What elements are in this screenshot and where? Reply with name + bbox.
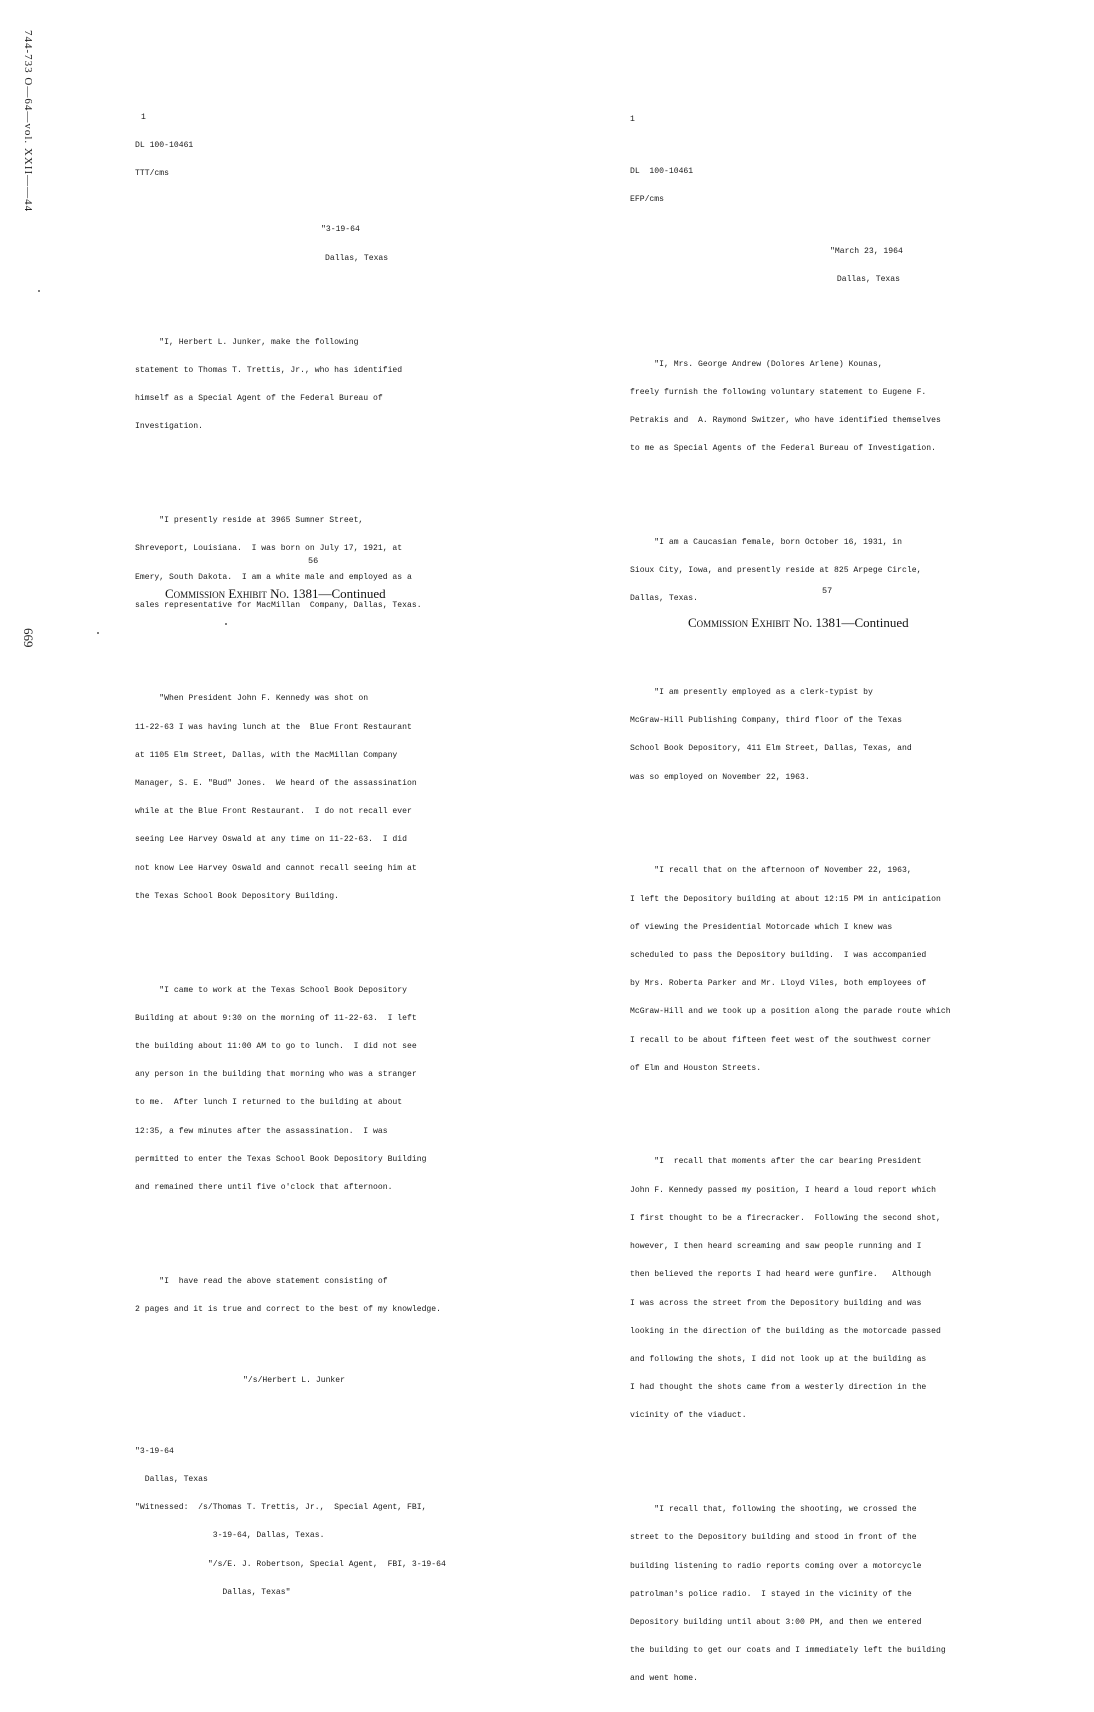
text-line: Dallas, Texas" (135, 1587, 291, 1597)
text-line: patrolman's police radio. I stayed in the vicinity of the (630, 1589, 912, 1599)
text-line: Dallas, Texas. (630, 594, 698, 604)
text-line: "Witnessed: /s/Thomas T. Trettis, Jr., Special Agent, FBI, (135, 1503, 427, 1513)
text-line: John F. Kennedy passed my position, I heard a loud report which (630, 1185, 936, 1195)
left-header-initials: TTT/cms (135, 169, 169, 179)
text-line: 11-22-63 I was having lunch at the Blue Front Restaurant (135, 722, 412, 732)
text-line: at 1105 Elm Street, Dallas, with the MacMillan Company (135, 750, 398, 760)
text-line: "I recall that moments after the car bearing President (630, 1157, 922, 1167)
right-paragraph-6 (630, 1486, 1020, 1702)
left-closing (135, 1428, 505, 1616)
text-line: Shreveport, Louisiana. I was born on July 17, 1921, at (135, 544, 403, 554)
text-line: McGraw-Hill and we took up a position along the parade route which (630, 1007, 951, 1017)
text-line: Sioux City, Iowa, and presently reside at 825 Arpege Circle, (630, 566, 922, 576)
left-paragraph-4 (135, 967, 505, 1212)
text-line: "I have read the above statement consisting of (135, 1276, 388, 1286)
left-paragraph-1 (135, 319, 505, 451)
left-page-number: 56 (308, 556, 319, 566)
text-line: I had thought the shots came from a westerly direction in the (630, 1383, 927, 1393)
text-line: sales representative for MacMillan Company, Dallas, Texas. (135, 600, 422, 610)
scan-speck (97, 632, 99, 634)
right-date: "March 23, 1964 (830, 247, 903, 257)
text-line: "When President John F. Kennedy was shot on (135, 694, 369, 704)
text-line: 12:35, a few minutes after the assassination. I was (135, 1126, 388, 1136)
text-line: and remained there until five o'clock that afternoon. (135, 1183, 393, 1193)
text-line: "I recall that on the afternoon of November 22, 1963, (630, 866, 912, 876)
text-line: himself as a Special Agent of the Federal Bureau of (135, 394, 383, 404)
right-paragraph-5 (630, 1139, 1020, 1440)
text-line: while at the Blue Front Restaurant. I do not recall ever (135, 807, 412, 817)
text-line: by Mrs. Roberta Parker and Mr. Lloyd Viles, both employees of (630, 979, 927, 989)
right-page-number: 57 (822, 586, 833, 596)
text-line: "I am presently employed as a clerk-typist by (630, 687, 873, 697)
text-line: Dallas, Texas (135, 1474, 208, 1484)
right-paragraph-3 (630, 669, 1020, 801)
text-line: 3-19-64, Dallas, Texas. (135, 1531, 325, 1541)
text-line: scheduled to pass the Depository building. I was accompanied (630, 950, 927, 960)
left-paragraph-5 (135, 1258, 505, 1333)
text-line: Manager, S. E. "Bud" Jones. We heard of the assassination (135, 779, 417, 789)
text-line: not know Lee Harvey Oswald and cannot recall seeing him at (135, 863, 417, 873)
right-place: Dallas, Texas (832, 275, 900, 285)
text-line: McGraw-Hill Publishing Company, third floor of the Texas (630, 716, 902, 726)
text-line: to me. After lunch I returned to the building at about (135, 1098, 403, 1108)
text-line: Investigation. (135, 422, 203, 432)
left-paragraph-3 (135, 676, 505, 921)
text-line: of Elm and Houston Streets. (630, 1063, 762, 1073)
right-caption (688, 615, 909, 631)
text-line: vicinity of the viaduct. (630, 1411, 747, 1421)
text-line: Building at about 9:30 on the morning of 11-22-63. I left (135, 1013, 417, 1023)
text-line: the Texas School Book Depository Building. (135, 891, 339, 901)
text-line: I recall to be about fifteen feet west of the southwest corner (630, 1035, 932, 1045)
text-line: then believed the reports I had heard were gunfire. Although (630, 1270, 932, 1280)
left-paragraph-2 (135, 497, 505, 629)
volume-page-number: 669 (21, 628, 36, 648)
left-signature: "/s/Herbert L. Junker (243, 1375, 345, 1385)
scan-speck (225, 623, 227, 625)
text-line: was so employed on November 22, 1963. (630, 772, 810, 782)
text-line: Petrakis and A. Raymond Switzer, who have identified themselves (630, 416, 941, 425)
text-line: freely furnish the following voluntary statement to Eugene F. (630, 387, 927, 397)
text-line: Emery, South Dakota. I am a white male and employed as a (135, 572, 412, 582)
text-line: looking in the direction of the building as the motorcade passed (630, 1326, 941, 1336)
text-line: "I came to work at the Texas School Book Depository (135, 985, 407, 995)
text-line: to me as Special Agents of the Federal Bureau of Investigation. (630, 444, 936, 454)
text-line: "I, Mrs. George Andrew (Dolores Arlene) Kounas, (630, 359, 883, 369)
left-header-file: DL 100-10461 (135, 141, 194, 151)
text-line: street to the Depository building and stood in front of the (630, 1533, 917, 1543)
text-line: however, I then heard screaming and saw people running and I (630, 1242, 922, 1252)
text-line: I left the Depository building at about 12:15 PM in anticipation (630, 894, 941, 904)
text-line: Depository building until about 3:00 PM, and then we entered (630, 1617, 922, 1627)
text-line: 2 pages and it is true and correct to the best of my knowledge. (135, 1304, 441, 1314)
text-line: of viewing the Presidential Motorcade which I knew was (630, 922, 893, 932)
text-line: seeing Lee Harvey Oswald at any time on 11-22-63. I did (135, 835, 407, 845)
left-caption (165, 586, 386, 602)
text-line: "/s/E. J. Robertson, Special Agent, FBI, 3-19-64 (135, 1559, 446, 1569)
text-line: permitted to enter the Texas School Book Depository Building (135, 1154, 427, 1164)
text-line: "I, Herbert L. Junker, make the following (135, 337, 359, 347)
text-line: I first thought to be a firecracker. Following the second shot, (630, 1213, 941, 1223)
right-paragraph-2 (630, 519, 1020, 622)
text-line: "I presently reside at 3965 Sumner Street, (135, 516, 364, 526)
text-line: "3-19-64 (135, 1446, 174, 1456)
left-caption-suffix: 1381—Continued (292, 586, 386, 601)
left-statement (135, 94, 505, 1625)
text-line: School Book Depository, 411 Elm Street, Dallas, Texas, and (630, 744, 912, 754)
left-header-page: 1 (141, 112, 146, 122)
right-paragraph-4 (630, 847, 1020, 1092)
right-header-file: DL 100-10461 (630, 166, 694, 176)
left-place: Dallas, Texas (325, 253, 389, 263)
text-line: any person in the building that morning who was a stranger (135, 1070, 417, 1080)
left-date: "3-19-64 (321, 225, 360, 235)
right-header-initials: EFP/cms (630, 195, 664, 205)
text-line: statement to Thomas T. Trettis, Jr., who has identified (135, 365, 403, 375)
right-caption-suffix: 1381—Continued (815, 615, 909, 630)
right-header-page: 1 (630, 114, 635, 124)
right-paragraph-1 (630, 341, 1020, 473)
left-caption-prefix: Commission Exhibit No. (165, 586, 290, 601)
scan-speck (38, 290, 40, 292)
text-line: and following the shots, I did not look up at the building as (630, 1355, 927, 1364)
text-line: the building about 11:00 AM to go to lunch. I did not see (135, 1042, 417, 1051)
right-caption-prefix: Commission Exhibit No. (688, 615, 813, 630)
text-line: "I recall that, following the shooting, we crossed the (630, 1505, 917, 1515)
text-line: the building to get our coats and I immediately left the building (630, 1646, 946, 1656)
text-line: I was across the street from the Depository building and was (630, 1298, 922, 1308)
text-line: "I am a Caucasian female, born October 16, 1931, in (630, 537, 902, 547)
text-line: building listening to radio reports coming over a motorcycle (630, 1561, 922, 1571)
volume-margin-label: 744-733 O—64—vol. XXII——44 (22, 30, 34, 213)
text-line: and went home. (630, 1674, 698, 1684)
right-statement (630, 96, 1020, 1712)
